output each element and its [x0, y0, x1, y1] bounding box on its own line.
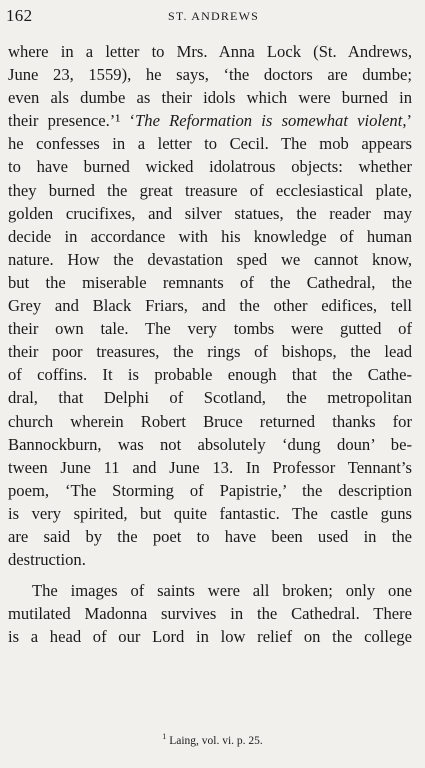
text-line: nature. How the devastation sped we cannot know,	[8, 249, 412, 269]
text-line: is very spirited, but quite fantastic. The castle guns	[8, 503, 412, 523]
text-line: of coffins. It is probable enough that the Cathe-	[8, 365, 412, 385]
text-line: June 23, 1559), he says, ‘the doctors are dumbe;	[8, 65, 412, 85]
text-line: their own tale. The very tombs were gutted of	[8, 319, 412, 339]
text-line: golden crucifixes, and silver statues, the reader may	[8, 203, 412, 223]
text-line: tween June 11 and June 13. In Professor Tennant’s	[8, 457, 412, 477]
footnote-marker: 1	[162, 732, 167, 742]
page-number: 162	[6, 6, 33, 25]
footnote-text: Laing, vol. vi. p. 25.	[169, 735, 263, 747]
running-head: ST. ANDREWS	[168, 9, 259, 23]
text-line: where in a letter to Mrs. Anna Lock (St. Andrews,	[8, 42, 412, 61]
text-line: destruction.	[8, 550, 86, 570]
text-line: their presence.’¹ ‘The Reformation is somewhat violent,’	[8, 111, 412, 131]
text-line: The images of saints were all broken; only one	[32, 581, 412, 601]
text-line: is a head of our Lord in low relief on the college	[8, 627, 412, 647]
text-line: they burned the great treasure of ecclesiastical plate,	[8, 180, 412, 200]
text-line: are said by the poet to have been used in the	[8, 526, 412, 546]
text-line: Bannockburn, was not absolutely ‘dung doun’ be-	[8, 434, 412, 454]
text-line: mutilated Madonna survives in the Cathedral. There	[8, 604, 412, 624]
page-header	[6, 6, 411, 26]
italic-quote: The Reformation is somewhat violent,	[135, 111, 407, 131]
text-line: poem, ‘The Storming of Papistrie,’ the description	[8, 480, 412, 500]
text-line: dral, that Delphi of Scotland, the metropolitan	[8, 388, 412, 408]
text-line: but the miserable remnants of the Cathedral, the	[8, 272, 412, 292]
text-line: to have burned wicked idolatrous objects: whether	[8, 157, 412, 177]
text-line: their poor treasures, the rings of bishops, the lead	[8, 342, 412, 362]
body-text	[8, 40, 412, 648]
text-line: even als dumbe as their idols which were burned in	[8, 88, 412, 108]
footnote	[0, 732, 425, 747]
text-line: Grey and Black Friars, and the other edifices, tell	[8, 296, 412, 316]
text-line: decide in accordance with his knowledge of human	[8, 226, 412, 246]
text-line: church wherein Robert Bruce returned thanks for	[8, 411, 412, 431]
text-line: he confesses in a letter to Cecil. The mob appears	[8, 134, 412, 154]
